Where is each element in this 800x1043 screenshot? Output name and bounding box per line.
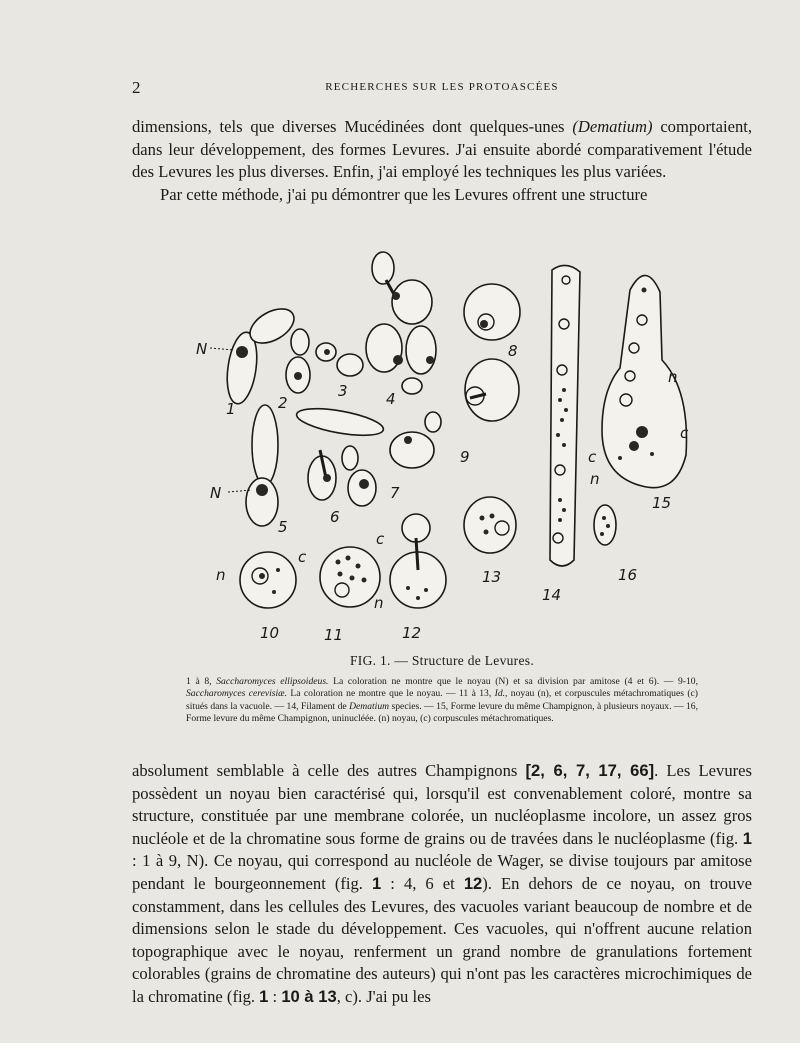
text-run: absolument semblable à celle des autres Champignons	[132, 761, 526, 780]
caption-italic: Id.	[494, 688, 506, 700]
paragraph-1	[132, 116, 752, 184]
text-run: , c). J'ai pu les	[336, 986, 431, 1006]
caption-run: , noyau (n), et corpuscules métachromatiques (c) situés dans la vacuole. — 14, Filament de	[186, 688, 698, 712]
label-c-15: c	[680, 424, 689, 442]
label-fig-11: 11	[324, 626, 344, 644]
italic-term: (Dematium)	[572, 117, 653, 136]
cell-group-10	[240, 552, 296, 608]
figure-ref: 1	[372, 873, 382, 893]
label-c-11: c	[376, 530, 385, 548]
figure-drawing	[190, 240, 710, 650]
figure-ref: 1	[259, 986, 269, 1006]
label-N-upper: N	[196, 340, 208, 358]
label-n-11: n	[374, 594, 384, 612]
caption-run: species. — 15, Forme levure du même Champignon, à plusieurs noyaux. — 16, Forme levure du même Champignon, uninucléée. (n) noyau, (c) corpuscules métachromatiques.	[186, 700, 698, 725]
figure-ref: 1	[742, 828, 752, 848]
cell-group-8	[464, 284, 520, 340]
label-fig-9: 9	[460, 448, 470, 466]
cell-group-9	[465, 359, 519, 421]
label-fig-15: 15	[652, 494, 672, 512]
label-fig-8: 8	[508, 342, 518, 360]
text-run: :	[268, 986, 282, 1006]
running-title: RECHERCHES SUR LES PROTOASCÉES	[325, 81, 559, 93]
paragraph-2-continued	[132, 760, 752, 1009]
cell-group-13	[464, 497, 516, 553]
text-run: dimensions, tels que diverses Mucédinées dont quelques-unes	[132, 117, 573, 136]
cell-group-5	[228, 405, 278, 526]
text-run: . Les Levures possèdent un noyau bien caractérisé qui, lorsqu'il est convenablement coloré, montre sa structure, constituée par une membrane colorée, un nucléoplasme incolore, un assez gros nucléole et de la chromatine sous forme de grains ou de travées dans le nucléoplasme (fig.	[132, 761, 752, 848]
label-fig-4: 4	[386, 390, 396, 408]
figure-ref: 10 à 13	[281, 986, 337, 1006]
label-fig-1: 1	[226, 400, 236, 418]
label-fig-13: 13	[482, 568, 502, 586]
caption-italic: Saccharomyces cerevisiæ.	[186, 688, 287, 700]
text-run: ). En dehors de ce noyau, on trouve constamment, dans les cellules des Levures, des vacuoles variant beaucoup de nombre et de dimensions selon le stade du développement. Ces vacuoles, qui n'offrent aucune relation topographique avec le noyau, renferment un grand nombre de granulations fortement colorables (grains de chromatine des auteurs) qui n'ont pas les caractères microchimiques de la chromatine (fig.	[132, 873, 753, 1006]
text-run: : 4, 6 et	[381, 873, 464, 893]
text-block-top	[132, 116, 752, 206]
label-fig-12: 12	[402, 624, 422, 642]
label-fig-6: 6	[330, 508, 340, 526]
caption-run: La coloration ne montre que le noyau (N) et sa division par amitose (4 et 6). — 9-10,	[328, 676, 698, 687]
cell-group-2	[286, 329, 310, 393]
label-fig-16: 16	[618, 566, 638, 584]
caption-run: La coloration ne montre que le noyau. — 11 à 13,	[286, 688, 495, 700]
cell-group-16	[594, 505, 616, 545]
label-fig-14: 14	[542, 586, 562, 604]
caption-italic: Saccharomyces ellipsoideus.	[216, 676, 329, 687]
cell-group-11	[320, 547, 380, 607]
label-fig-10: 10	[260, 624, 280, 642]
reference-list: [2, 6, 7, 17, 66]	[525, 761, 655, 780]
text-run: comportaient, dans leur développement, des formes Levures. J'ai ensuite abordé comparativement l'étude des Levures les plus diverses. Enfin, j'ai employé les techniques les plus variées.	[132, 117, 753, 182]
label-fig-7: 7	[390, 484, 400, 502]
page-header	[132, 78, 752, 100]
cell-group-1	[210, 302, 300, 406]
label-fig-3: 3	[338, 382, 348, 400]
label-fig-5: 5	[278, 518, 288, 536]
caption-italic: Dematium	[349, 700, 390, 712]
label-fig-2: 2	[278, 394, 288, 412]
cell-group-12	[390, 514, 446, 608]
cell-group-3	[316, 343, 363, 376]
cell-group-14	[550, 265, 580, 566]
label-n-14: n	[590, 470, 600, 488]
label-n-10: n	[216, 566, 226, 584]
figure-ref: 12	[463, 873, 483, 893]
page-number: 2	[132, 78, 141, 97]
text-run: : 1 à 9, N). Ce noyau, qui correspond au nucléole de Wager, se divise toujours par amitose pendant le bourgeonnement (fig.	[132, 851, 752, 893]
label-c-14: c	[588, 448, 597, 466]
figure-yeast-structure	[190, 240, 710, 650]
caption-run: 1 à 8,	[186, 676, 217, 687]
label-N-lower: N	[210, 484, 222, 502]
figure-caption-title: FIG. 1. — Structure de Levures.	[349, 653, 534, 668]
label-c-10: c	[298, 548, 307, 566]
paragraph-2-start: Par cette méthode, j'ai pu démontrer que les Levures offrent une structure	[160, 184, 648, 204]
figure-caption-body	[186, 676, 698, 726]
text-block-bottom	[132, 760, 752, 1009]
label-n-15: n	[668, 368, 678, 386]
cell-group-4	[366, 252, 436, 394]
